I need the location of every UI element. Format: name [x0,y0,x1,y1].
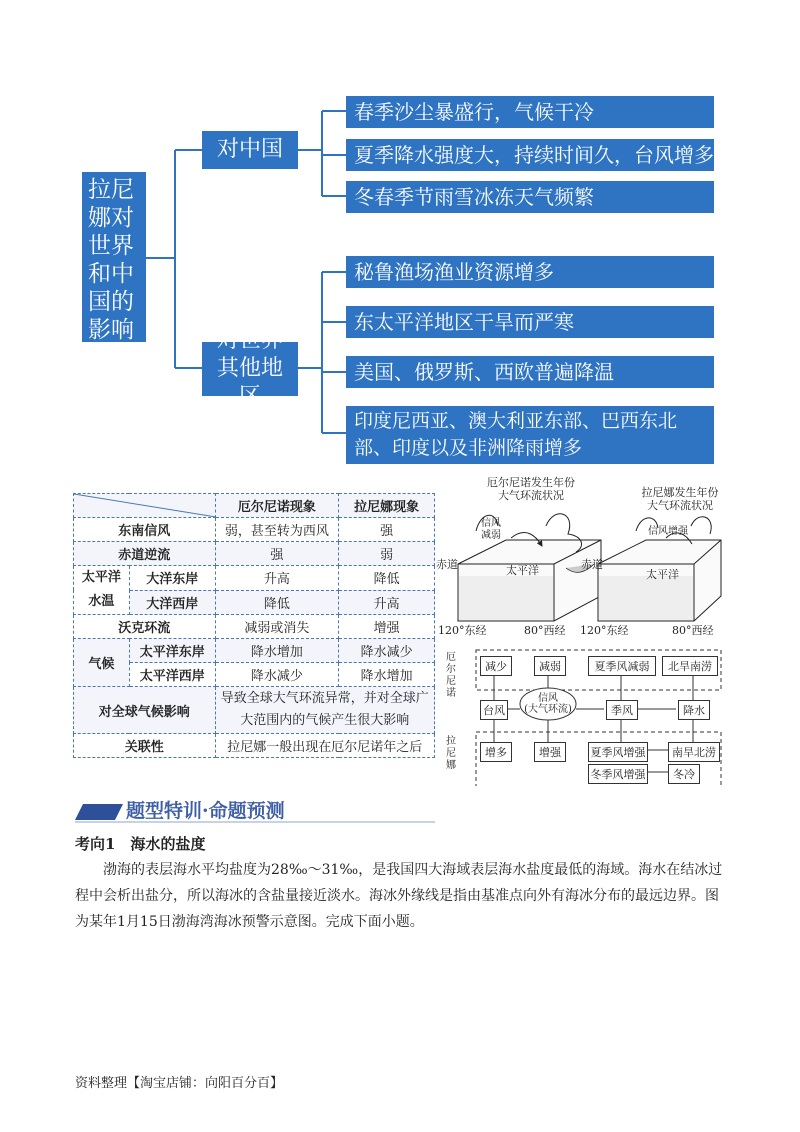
flow-node: 增强 [534,742,566,762]
flow-center-label: 信风 (大气环流) [524,693,572,715]
mindmap-leaf: 秘鲁渔场渔业资源增多 [346,256,714,288]
table-row [74,566,435,591]
table-row [74,639,435,663]
table-header-row [74,494,435,518]
flow-node: 南旱北涝 [668,742,720,762]
lon-120e-right: 120°东经 [580,624,629,637]
table-cell: 降低 [215,590,339,615]
table-cell: 降水增加 [339,663,435,687]
flow-node: 夏季风减弱 [588,656,656,676]
diagonal-line [74,494,216,517]
flow-node: 增多 [480,742,512,762]
mindmap-leaf: 美国、俄罗斯、西欧普遍降温 [346,356,714,388]
mindmap-branch-china: 对中国 [202,131,298,169]
table-cell: 降水增加 [215,639,339,663]
elnino-diagram-title: 厄尔尼诺发生年份 大气环流状况 [487,476,575,502]
table-row [74,518,435,542]
table-row-label: 沃克环流 [74,615,216,639]
lon-120e-left: 120°东经 [438,624,487,637]
table-cell: 降水减少 [215,663,339,687]
flow-node: 台风 [480,700,508,720]
flow-node: 夏季风增强 [588,742,648,762]
lanina-diagram-title: 拉尼娜发生年份 大气环流状况 [641,486,719,512]
elnino-wind-label: 信风 减弱 [481,518,501,541]
table-cell: 升高 [215,566,339,591]
table-row [74,734,435,758]
flow-node: 冬季风增强 [588,764,648,784]
table-cell-merged: 导致全球大气环流异常，并对全球广大范围内的气候产生很大影响 [215,687,434,734]
mindmap-root: 拉尼娜对世界和中国的影响 [82,172,146,342]
table-row [74,542,435,566]
footer-text: 资料整理【淘宝店铺：向阳百分百】 [75,1076,284,1091]
table-row-label: 大洋西岸 [129,590,215,615]
comparison-table-wrap [73,493,435,780]
table-row-label: 大洋东岸 [129,566,215,591]
table-group-label: 太平洋水温 [74,566,130,615]
equator-label-right: 赤道 [581,558,603,571]
flow-node: 降水 [678,700,710,720]
flow-node: 减弱 [534,656,566,676]
mindmap-leaf: 冬春季节雨雪冰冻天气频繁 [346,181,714,213]
question-heading: 考向1 海水的盐度 [75,835,206,853]
table-group-label: 气候 [74,639,130,687]
flow-node: 减少 [480,656,512,676]
flow-bottom-group-label: 拉尼娜 [446,736,456,771]
flow-top-group-label: 厄尔尼诺 [446,652,456,699]
table-row [74,615,435,639]
table-corner-cell [74,494,216,518]
table-cell: 减弱或消失 [215,615,339,639]
table-header-cell: 拉尼娜现象 [339,494,435,518]
section-title: 题型特训·命题预测 [126,800,285,822]
lon-80w-left: 80°西经 [524,624,566,637]
table-row [74,687,435,734]
table-cell: 增强 [339,615,435,639]
table-row-label: 对全球气候影响 [74,687,216,734]
lon-80w-right: 80°西经 [672,624,714,637]
table-cell-merged: 拉尼娜一般出现在厄尔尼诺年之后 [215,734,434,758]
mindmap-leaf: 东太平洋地区干旱而严寒 [346,306,714,338]
comparison-table [73,493,435,758]
flow-node: 北旱南涝 [662,656,718,676]
table-row-label: 太平洋东岸 [129,639,215,663]
mindmap-leaf: 夏季降水强度大，持续时间久，台风增多 [346,139,714,171]
table-row-label: 太平洋西岸 [129,663,215,687]
pacific-label-right: 太平洋 [646,568,679,581]
table-cell: 降水减少 [339,639,435,663]
table-cell: 强 [339,518,435,542]
table-row-label: 赤道逆流 [74,542,216,566]
enso-figure [436,476,726,786]
equator-label-left: 赤道 [436,558,458,571]
flow-node: 季风 [606,700,638,720]
table-header-cell: 厄尔尼诺现象 [215,494,339,518]
question-paragraph: 渤海的表层海水平均盐度为28‰～31‰，是我国四大海域表层海水盐度最低的海域。海水在结冰过程中会析出盐分，所以海冰的含盐量接近淡水。海冰外缘线是指由基准点向外有海冰分布的最远边界。图为某年1月15日渤海湾海冰预警示意图。完成下面小题。 [75,862,723,930]
pacific-label-left: 太平洋 [506,564,539,577]
lanina-wind-label: 信风增强 [648,526,688,537]
table-cell: 强 [215,542,339,566]
table-cell: 弱 [339,542,435,566]
table-cell: 降低 [339,566,435,591]
mindmap-branch-world: 对世界其他地区 [202,342,298,396]
mindmap-leaf: 春季沙尘暴盛行，气候干冷 [346,96,714,128]
table-row-label: 关联性 [74,734,216,758]
table-cell: 弱，甚至转为西风 [215,518,339,542]
mindmap-leaf: 印度尼西亚、澳大利亚东部、巴西东北部、印度以及非洲降雨增多 [346,406,714,464]
table-row-label: 东南信风 [74,518,216,542]
table-cell: 升高 [339,590,435,615]
flow-node: 冬冷 [668,764,700,784]
